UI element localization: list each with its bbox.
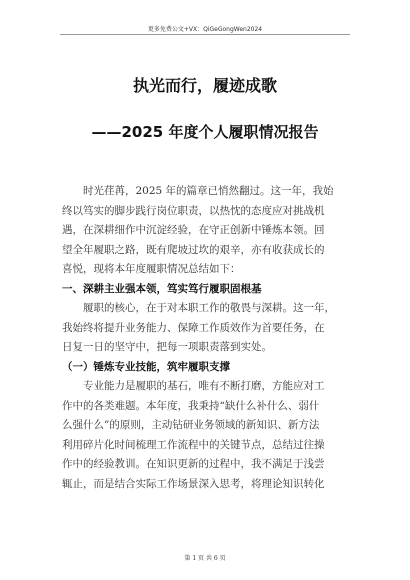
document-title: 执光而行，履迹成歌 bbox=[132, 76, 277, 95]
paragraph-line: 望全年履职之路，既有爬坡过坎的艰辛，亦有收获成长的 bbox=[62, 243, 325, 256]
paragraph-line: 履职的核心，在于对本职工作的敬畏与深耕。这一年， bbox=[83, 302, 335, 314]
document-body bbox=[62, 182, 354, 494]
paragraph-line: 专业能力是履职的基石，唯有不断打磨，方能应对工 bbox=[83, 380, 325, 392]
paragraph-line: 作中的各类难题。本年度，我秉持“缺什么补什么、弱什 bbox=[62, 399, 320, 412]
paragraph-line: 时光荏苒，2025 年的篇章已悄然翻过。这一年，我始 bbox=[83, 185, 334, 197]
paragraph-line: 作中的经验教训。在知识更新的过程中，我不满足于浅尝 bbox=[62, 458, 325, 470]
section-heading: 一、深耕主业强本领，笃实笃行履职固根基 bbox=[62, 282, 262, 295]
subsection-heading: （一）锤炼专业技能，筑牢履职支撑 bbox=[62, 360, 230, 373]
paragraph-line: 喜悦，现将本年度履职情况总结如下： bbox=[62, 263, 241, 275]
header-divider bbox=[60, 34, 350, 35]
paragraph-line: 遇，在深耕细作中沉淀经验，在守正创新中锤炼本领。回 bbox=[62, 224, 325, 236]
paragraph-line: 辄止，而是结合实际工作场景深入思考，将理论知识转化 bbox=[62, 477, 325, 490]
paragraph-line: 么强什么”的原则，主动钻研业务领域的新知识、新方法 bbox=[62, 419, 320, 431]
page-footer: 第 1 页 共 6 页 bbox=[184, 555, 226, 562]
paragraph-line: 利用碎片化时间梳理工作流程中的关键节点，总结过往操 bbox=[62, 438, 325, 451]
document-subtitle: ——2025 年度个人履职情况报告 bbox=[91, 123, 319, 141]
paragraph-line: 日复一日的坚守中，把每一项职责落到实处。 bbox=[62, 341, 272, 353]
paragraph-line: 我始终将提升业务能力、保障工作质效作为首要任务，在 bbox=[62, 321, 325, 334]
paragraph-line: 终以笃实的脚步践行岗位职责，以热忱的态度应对挑战机 bbox=[62, 204, 325, 217]
page-header: 更多免费公文+VX：QiGeGongWen2024 bbox=[147, 26, 263, 33]
